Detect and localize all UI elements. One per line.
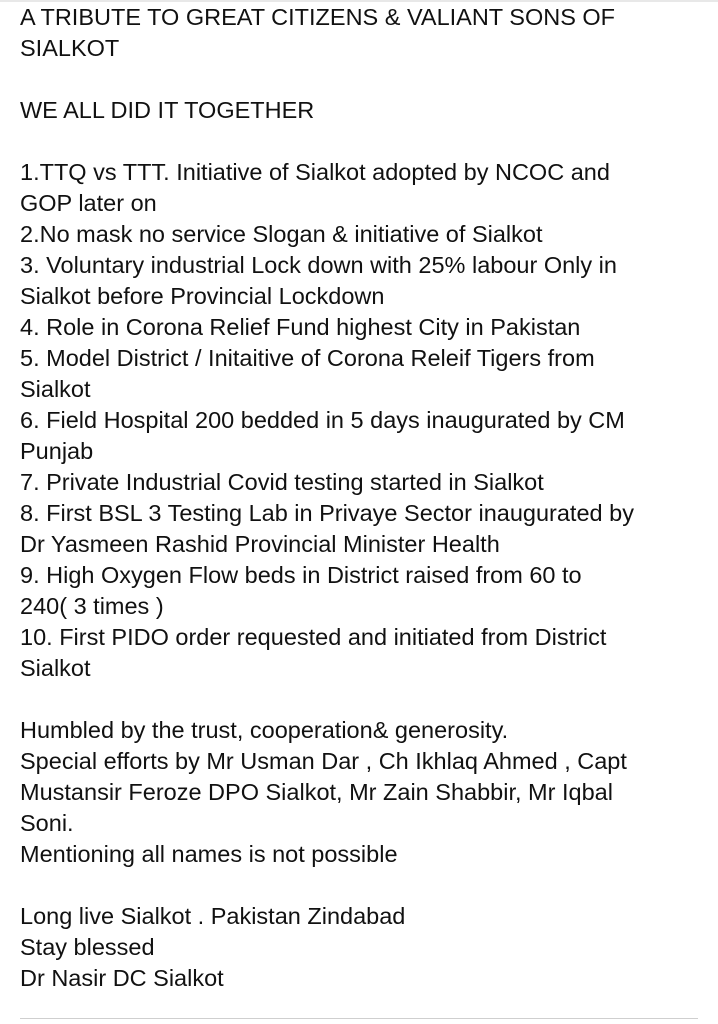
list-line: 8. First BSL 3 Testing Lab in Privaye Sector inaugurated by	[20, 500, 634, 526]
list-line: 1.TTQ vs TTT. Initiative of Sialkot adopted by NCOC and	[20, 159, 610, 185]
thanks-line: Soni.	[20, 810, 74, 836]
list-line: Sialkot	[20, 655, 91, 681]
note-body	[20, 2, 700, 994]
list-line: 7. Private Industrial Covid testing started in Sialkot	[20, 469, 544, 495]
list-line: Punjab	[20, 438, 94, 464]
title-line: SIALKOT	[20, 35, 120, 61]
title-line: A TRIBUTE TO GREAT CITIZENS & VALIANT SONS OF	[20, 4, 616, 30]
bottom-divider	[20, 1018, 698, 1019]
list-line: 10. First PIDO order requested and initiated from District	[20, 624, 607, 650]
list-line: 5. Model District / Initaitive of Corona Releif Tigers from	[20, 345, 595, 371]
closing-line: Long live Sialkot . Pakistan Zindabad	[20, 903, 406, 929]
list-line: 3. Voluntary industrial Lock down with 25% labour Only in	[20, 252, 617, 278]
list-line: 9. High Oxygen Flow beds in District raised from 60 to	[20, 562, 582, 588]
thanks-line: Humbled by the trust, cooperation& generosity.	[20, 717, 509, 743]
blank-line	[20, 870, 700, 901]
list-line: 4. Role in Corona Relief Fund highest City in Pakistan	[20, 314, 581, 340]
thanks-line: Mustansir Feroze DPO Sialkot, Mr Zain Shabbir, Mr Iqbal	[20, 779, 613, 805]
blank-line	[20, 64, 700, 95]
blank-line	[20, 684, 700, 715]
thanks-line: Special efforts by Mr Usman Dar , Ch Ikhlaq Ahmed , Capt	[20, 748, 627, 774]
list-line: Sialkot	[20, 376, 91, 402]
blank-line	[20, 126, 700, 157]
list-line: 240( 3 times )	[20, 593, 164, 619]
subtitle: WE ALL DID IT TOGETHER	[20, 97, 315, 123]
signature-line: Dr Nasir DC Sialkot	[20, 965, 224, 991]
list-line: Dr Yasmeen Rashid Provincial Minister Health	[20, 531, 500, 557]
list-line: Sialkot before Provincial Lockdown	[20, 283, 385, 309]
thanks-line: Mentioning all names is not possible	[20, 841, 398, 867]
closing-line: Stay blessed	[20, 934, 155, 960]
list-line: GOP later on	[20, 190, 157, 216]
list-line: 6. Field Hospital 200 bedded in 5 days inaugurated by CM	[20, 407, 625, 433]
list-line: 2.No mask no service Slogan & initiative of Sialkot	[20, 221, 543, 247]
